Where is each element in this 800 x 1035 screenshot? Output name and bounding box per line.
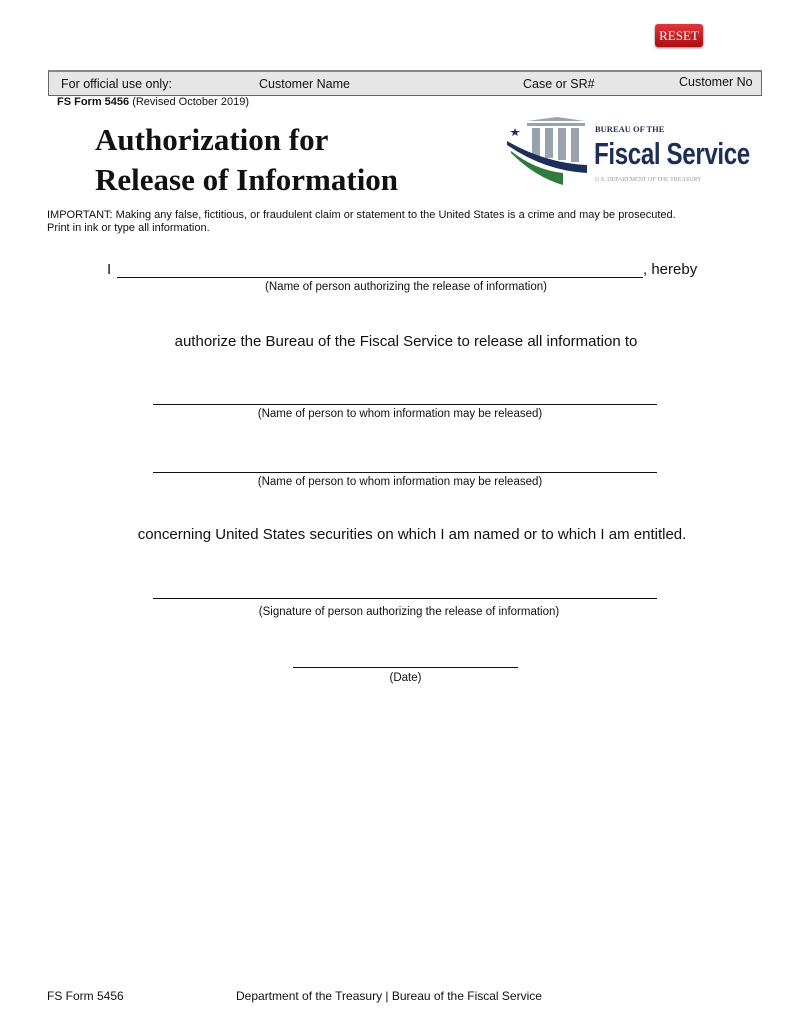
signature-field[interactable] bbox=[153, 598, 657, 599]
recipient-name-field-1[interactable] bbox=[153, 404, 657, 405]
reset-button[interactable]: RESET bbox=[655, 24, 703, 47]
case-number-field[interactable]: Case or SR# bbox=[523, 77, 595, 91]
treasury-building-icon bbox=[505, 115, 590, 187]
logo-top-text: BUREAU OF THE bbox=[595, 124, 665, 134]
logo-sub-text: U.S. DEPARTMENT OF THE TREASURY bbox=[595, 177, 702, 183]
authorizer-name-field[interactable] bbox=[117, 277, 643, 278]
fiscal-service-logo bbox=[505, 112, 750, 190]
official-use-bar bbox=[48, 70, 762, 96]
hereby-text: , hereby bbox=[643, 261, 698, 278]
footer-form-number: FS Form 5456 bbox=[47, 989, 124, 1003]
important-notice: IMPORTANT: Making any false, fictitious, or fraudulent claim or statement to the United States is a crime and may be prosecuted. Print in ink or type all information. bbox=[47, 209, 676, 234]
footer-agency: Department of the Treasury | Bureau of the Fiscal Service bbox=[236, 989, 542, 1003]
signature-caption: (Signature of person authorizing the release of information) bbox=[258, 606, 560, 618]
date-field[interactable] bbox=[293, 667, 518, 668]
form-number: FS Form 5456 bbox=[57, 96, 130, 108]
customer-number-field[interactable]: Customer No bbox=[679, 75, 753, 89]
recipient-caption-2: (Name of person to whom information may be released) bbox=[257, 476, 543, 488]
logo-main-text: Fiscal Service bbox=[594, 136, 750, 171]
date-caption: (Date) bbox=[389, 672, 422, 684]
concerning-text: concerning United States securities on which I am named or to which I am entitled. bbox=[137, 526, 687, 543]
authorize-text: authorize the Bureau of the Fiscal Service to release all information to bbox=[174, 333, 638, 350]
customer-name-field[interactable]: Customer Name bbox=[259, 77, 350, 91]
authorizer-caption: (Name of person authorizing the release of information) bbox=[265, 281, 547, 293]
form-revision: (Revised October 2019) bbox=[132, 96, 249, 108]
form-id bbox=[57, 96, 249, 109]
recipient-name-field-2[interactable] bbox=[153, 472, 657, 473]
page-title-line1: Authorization for bbox=[95, 122, 329, 157]
official-use-label: For official use only: bbox=[61, 77, 172, 91]
i-label: I bbox=[107, 261, 112, 278]
recipient-caption-1: (Name of person to whom information may be released) bbox=[257, 408, 543, 420]
page-title-line2: Release of Information bbox=[95, 162, 399, 197]
